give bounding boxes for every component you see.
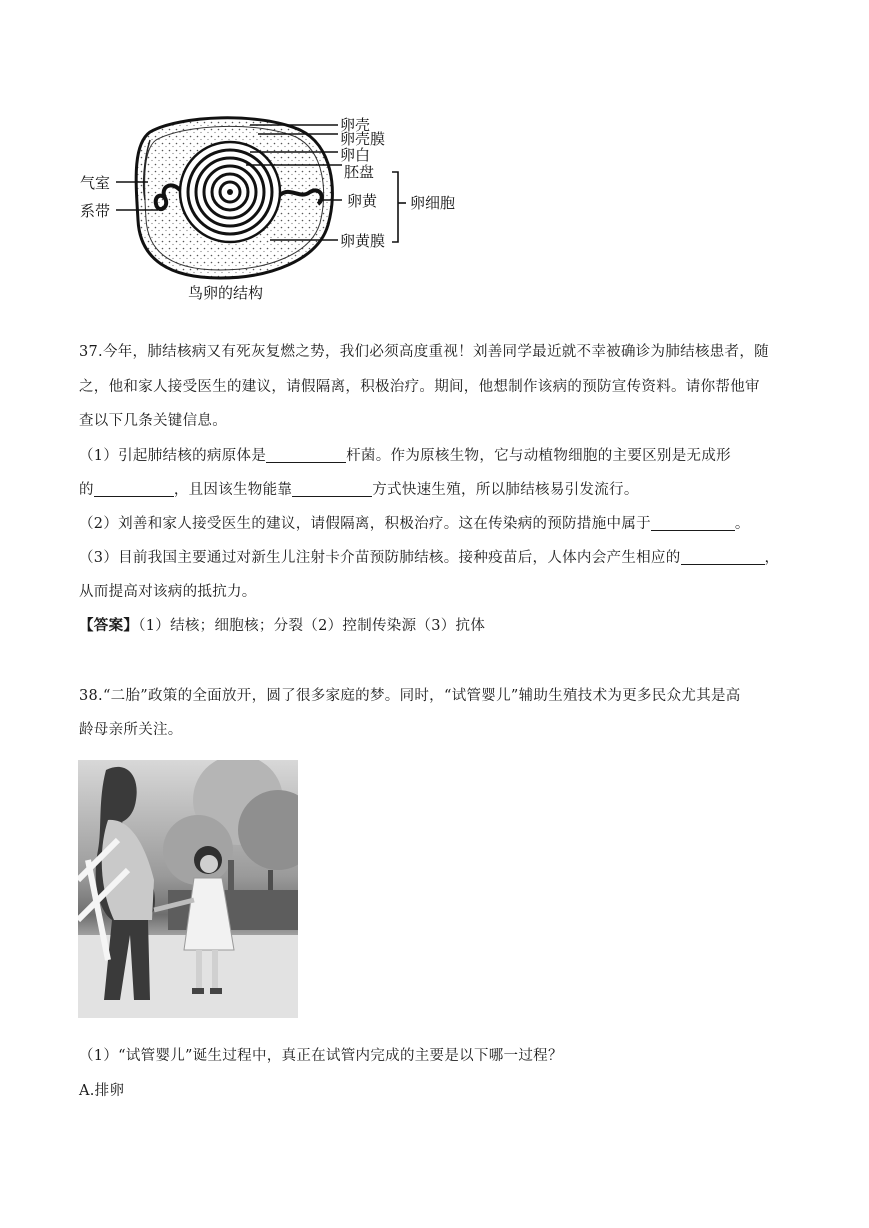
q37-part-1-line-1: （1）引起肺结核的病原体是 杆菌。作为原核生物，它与动植物细胞的主要区别是无成形 xyxy=(79,448,731,464)
label-yolk-membrane: 卵黄膜 xyxy=(340,232,386,250)
q37-part-2: （2）刘善和家人接受医生的建议，请假隔离，积极治疗。这在传染病的预防措施中属于 。 xyxy=(79,516,750,532)
label-germinal-disc: 胚盘 xyxy=(344,163,375,181)
label-air-chamber: 气室 xyxy=(80,174,111,192)
label-shell-membrane: 卵壳膜 xyxy=(340,130,386,148)
mother-daughter-photo xyxy=(78,760,298,1018)
q37-part-3-line-1: （3）目前我国主要通过对新生儿注射卡介苗预防肺结核。接种疫苗后，人体内会产生相应的 ， xyxy=(79,550,780,566)
q38-sub-question-1: （1）“试管婴儿”诞生过程中，真正在试管内完成的主要是以下哪一过程？ xyxy=(79,1048,563,1064)
label-egg-cell: 卵细胞 xyxy=(410,194,456,212)
label-chalaza: 系带 xyxy=(80,202,111,220)
q37-intro-line-3: 查以下几条关键信息。 xyxy=(79,413,227,429)
answer-tag: 【答案】 xyxy=(79,617,139,634)
label-albumen: 卵白 xyxy=(340,146,371,164)
blank-4[interactable] xyxy=(651,514,735,531)
blank-1[interactable] xyxy=(266,446,346,463)
q37-intro-line-2: 之，他和家人接受医生的建议，请假隔离，积极治疗。期间，他想制作该病的预防宣传资料。请你帮他审 xyxy=(79,379,760,395)
q38-intro-line-1: 38.“二胎”政策的全面放开，圆了很多家庭的梦。同时，“试管婴儿”辅助生殖技术为更多民众尤其是高 xyxy=(79,688,741,704)
label-yolk: 卵黄 xyxy=(347,192,378,210)
q37-part-1-line-2: 的 ，且因该生物能靠 方式快速生殖，所以肺结核易引发流行。 xyxy=(79,482,639,498)
q38-option-a[interactable]: A.排卵 xyxy=(79,1083,125,1099)
blank-3[interactable] xyxy=(292,480,372,497)
q37-intro-line-1: 37.今年，肺结核病又有死灰复燃之势，我们必须高度重视！刘善同学最近就不幸被确诊为肺结核患者，随 xyxy=(79,344,769,360)
diagram-caption: 鸟卵的结构 xyxy=(188,284,264,302)
blank-2[interactable] xyxy=(94,480,174,497)
q37-answer: 【答案】（1）结核；细胞核；分裂（2）控制传染源（3）抗体 xyxy=(79,617,486,634)
label-shell: 卵壳 xyxy=(340,116,371,134)
yolk-rings xyxy=(180,142,280,242)
blank-5[interactable] xyxy=(681,548,765,565)
q37-part-3-line-2: 从而提高对该病的抵抗力。 xyxy=(79,584,257,600)
q38-intro-line-2: 龄母亲所关注。 xyxy=(79,722,183,738)
egg-structure-diagram xyxy=(70,100,490,310)
